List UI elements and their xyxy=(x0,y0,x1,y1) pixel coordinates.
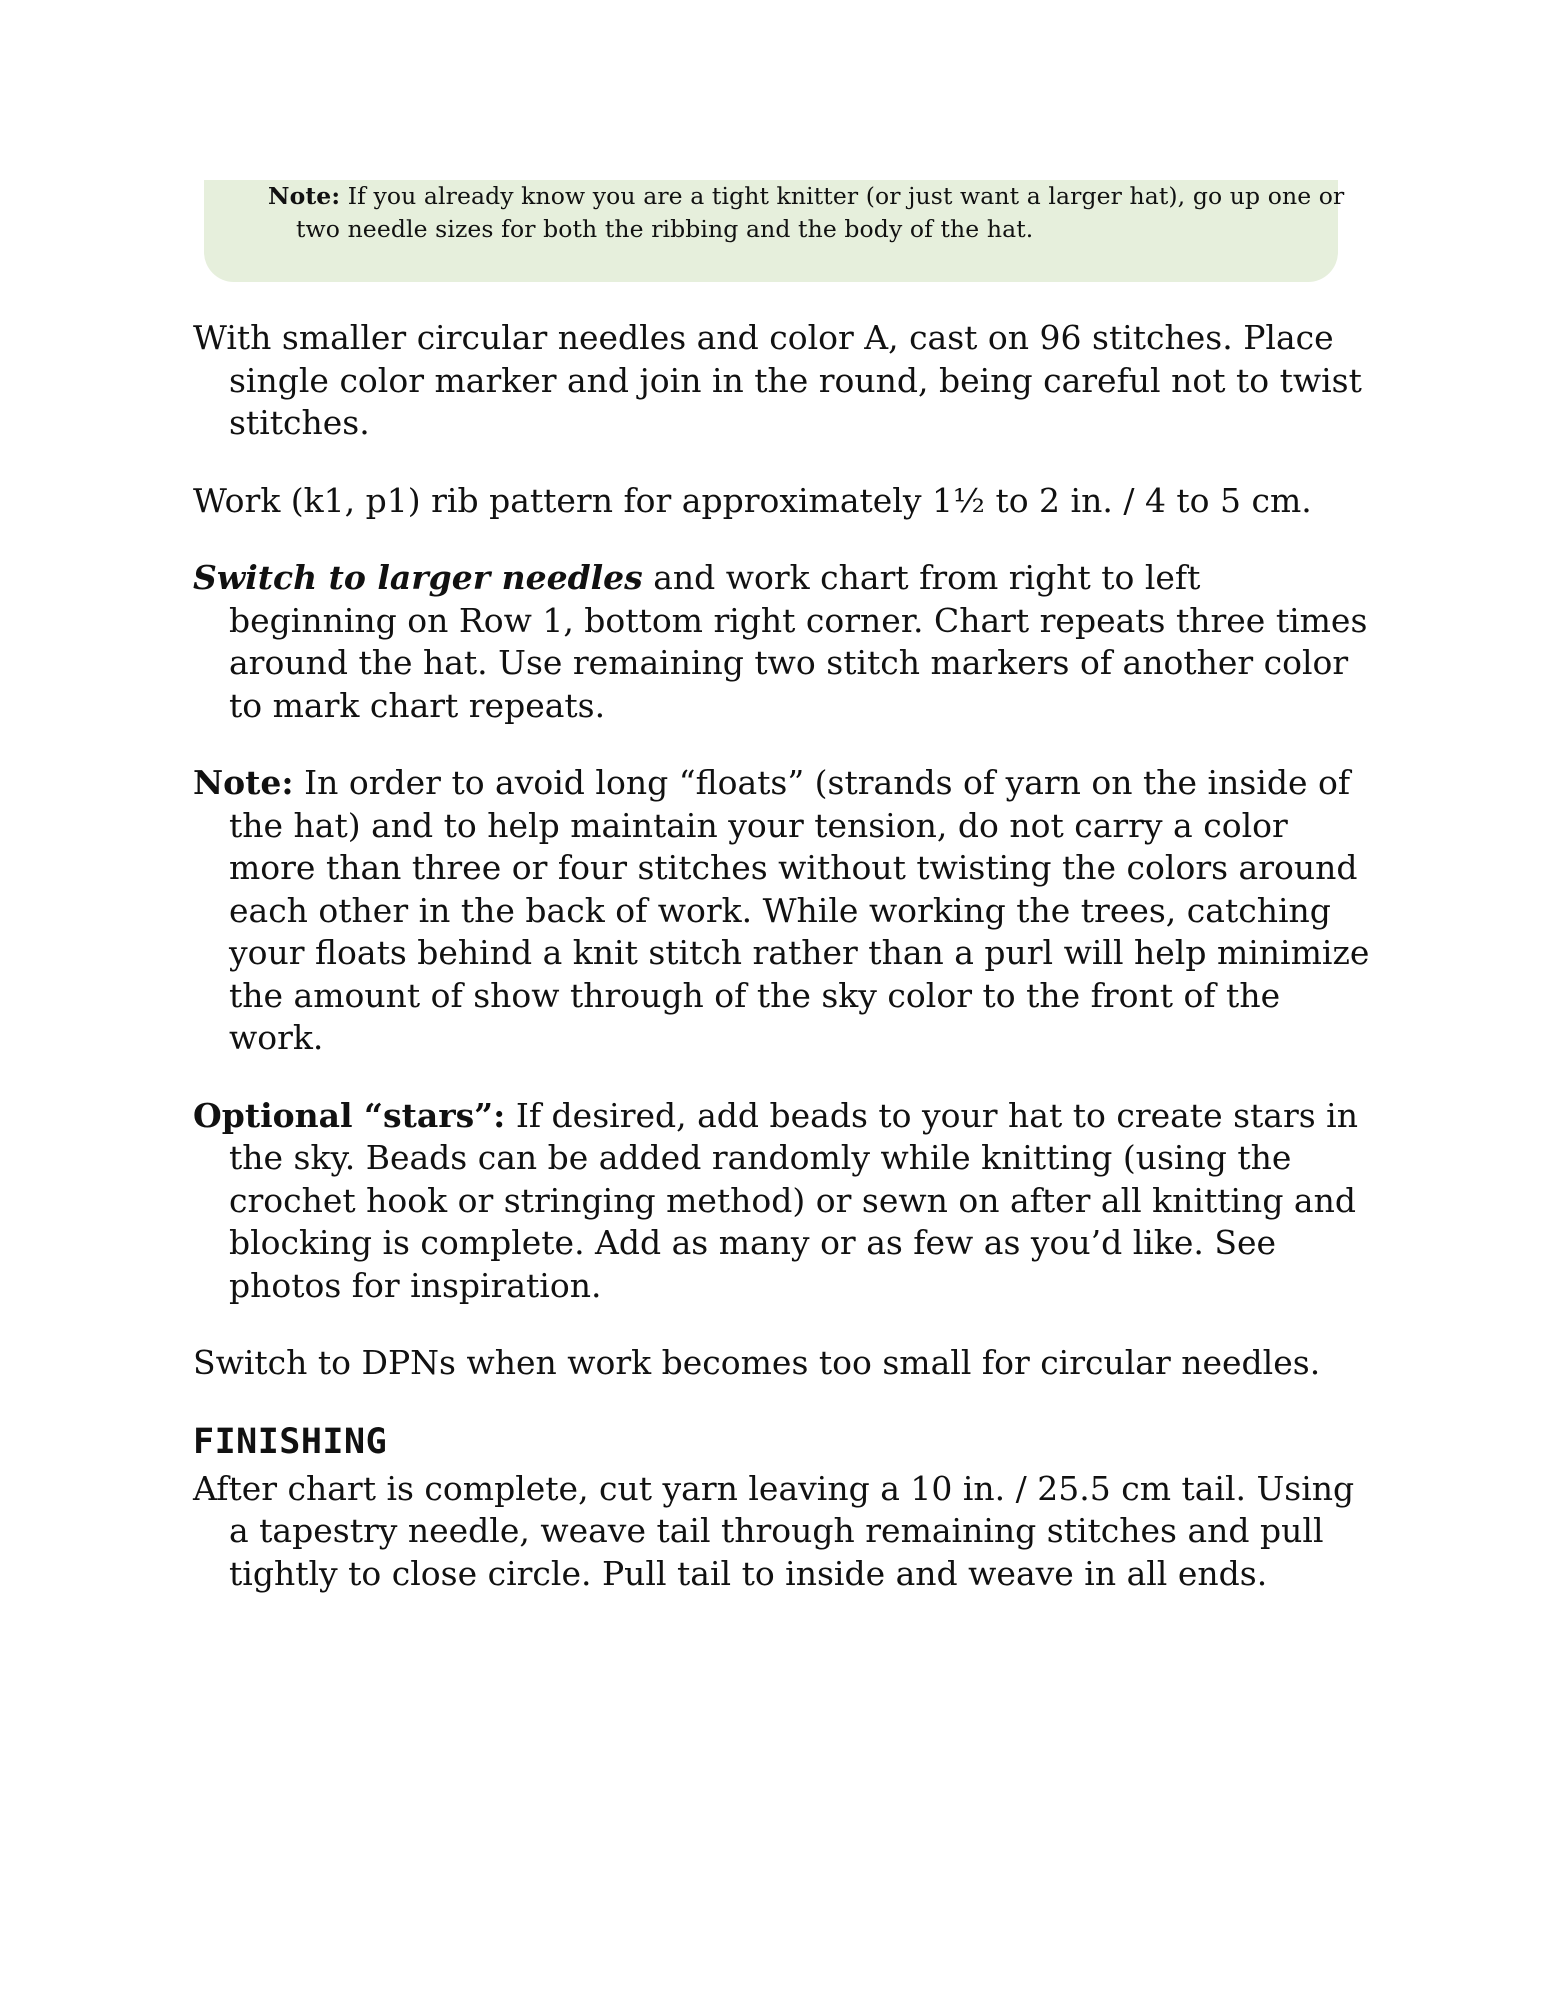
floats-note-label: Note: xyxy=(193,763,294,802)
rib-paragraph: Work (k1, p1) rib pattern for approximately 1½ to 2 in. / 4 to 5 cm. xyxy=(193,480,1312,520)
note-callout-text xyxy=(268,180,1356,246)
optional-stars-paragraph xyxy=(193,1095,1373,1308)
optional-stars-label: Optional “stars”: xyxy=(193,1095,506,1135)
note-callout-body: If you already know you are a tight knitter (or just want a larger hat), go up one or two needle sizes for both the ribbing and the body of the hat. xyxy=(296,182,1345,243)
switch-needles-text: and work chart from right to left beginning on Row 1, bottom right corner. Chart repeats three times around the hat. Use remaining two stitch markers of another color to mark chart repeats. xyxy=(229,558,1368,725)
finishing-heading: FINISHING xyxy=(193,1421,388,1462)
pattern-instructions xyxy=(193,317,1373,1630)
dpns-paragraph: Switch to DPNs when work becomes too small for circular needles. xyxy=(193,1343,1321,1382)
floats-note-paragraph xyxy=(193,762,1373,1060)
switch-needles-paragraph xyxy=(193,557,1373,727)
switch-needles-emphasis: Switch to larger needles xyxy=(193,558,643,597)
note-callout-label: Note: xyxy=(268,182,341,210)
cast-on-paragraph: With smaller circular needles and color A, cast on 96 stitches. Place single color marker and join in the round, being careful not to twist stitches. xyxy=(193,318,1362,442)
optional-stars-text: If desired, add beads to your hat to create stars in the sky. Beads can be added randomly while knitting (using the crochet hook or stringing method) or sewn on after all knitting and blocking is complete. Add as many or as few as you’d like. See photos for inspiration. xyxy=(229,1095,1358,1305)
finishing-paragraph: After chart is complete, cut yarn leaving a 10 in. / 25.5 cm tail. Using a tapestry needle, weave tail through remaining stitches and pull tightly to close circle. Pull tail to inside and weave in all ends. xyxy=(193,1468,1355,1593)
floats-note-text: In order to avoid long “floats” (strands of yarn on the inside of the hat) and to help maintain your tension, do not carry a color more than three or four stitches without twisting the colors around each other in the back of work. While working the trees, catching your floats behind a knit stitch rather than a purl will help minimize the amount of show through of the sky color to the front of the work. xyxy=(229,763,1370,1057)
